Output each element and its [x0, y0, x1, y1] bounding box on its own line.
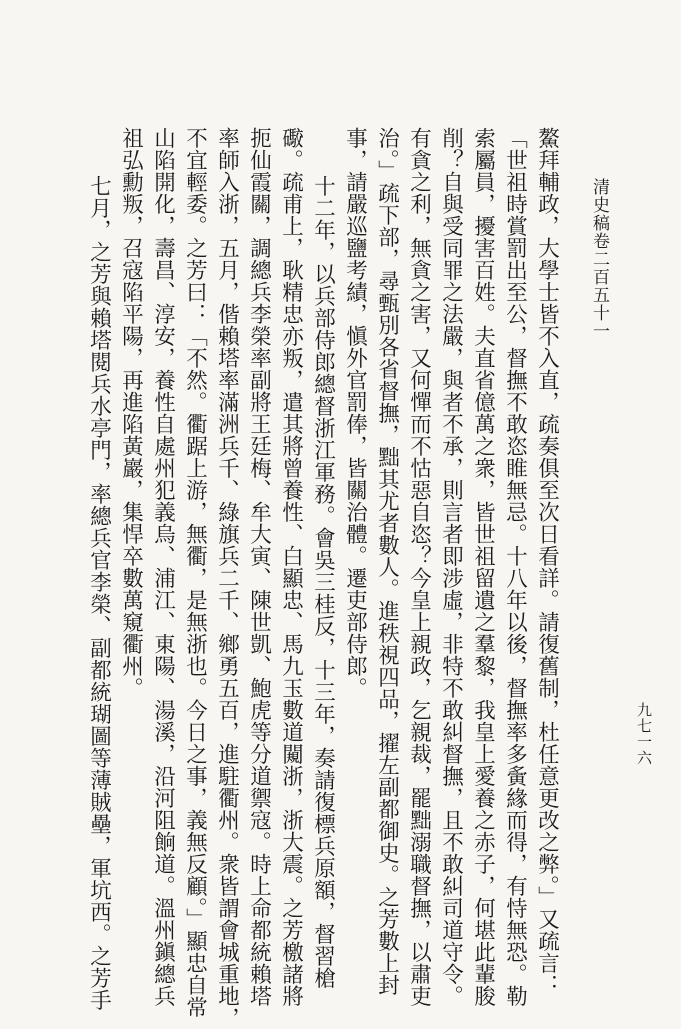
text-column: 事，請嚴巡鹽考績，愼外官罰俸，皆關治體。遷吏部侍郎。: [342, 127, 368, 699]
text-column: 不宜輕委。之芳曰：「不然。衢踞上游，無衢，是無浙也。今日之事，義無反顧。」顯忠自常: [182, 127, 208, 1019]
text-column: 有貪之利，無貪之害，又何憚而不怙惡自恣？今皇上親政，乞親裁，罷黜溺職督撫，以肅吏: [406, 127, 432, 1007]
text-column: 十二年，以兵部侍郎總督浙江軍務。會吳三桂反，十三年，奏請復標兵原額，督習槍: [310, 175, 336, 989]
text-column: 索屬員，擾害百姓。夫直省億萬之衆，皆世祖留遺之羣黎，我皇上愛養之赤子，何堪此輩朘: [470, 127, 496, 1007]
text-column: 削？自與受同罪之法嚴，與者不承，則言者即涉虛，非特不敢糾督撫，且不敢糾司道守令。: [438, 127, 464, 1007]
running-title: 清史稿卷二百五十一: [589, 178, 609, 340]
text-column: 祖弘勳叛，召寇陷平陽，再進陷黃巖，集悍卒數萬窺衢州。: [118, 127, 144, 699]
text-column: 山陷開化，壽昌、淳安，養性自處州犯義烏、浦江、東陽、湯溪，沿河阻餉道。溫州鎭總兵: [150, 127, 176, 1007]
text-column: 治。」疏下部，尋甄別各省督撫，黜其尤者數人。進秩視四品，擢左副都御史。之芳數上封: [374, 127, 400, 997]
text-column: 礮。疏甫上，耿精忠亦叛，遣其將曾養性、白顯忠、馬九玉數道闚浙，浙大震。之芳檄諸將: [278, 127, 304, 1007]
text-column: 鰲拜輔政，大學士皆不入直，疏奏俱至次日看詳。請復舊制，杜任意更改之弊。」又疏言：: [534, 127, 560, 997]
page-number: 九七一六: [635, 702, 653, 766]
text-column: 「世祖時賞罰出至公，督撫不敢恣睢無忌。十八年以後，督撫率多夤緣而得，有恃無恐。勒: [502, 127, 528, 1007]
text-column: 扼仙霞關，調總兵李榮率副將王廷梅、牟大寅、陳世凱、鮑虎等分道禦寇。時上命都統賴塔: [246, 127, 272, 1007]
text-column: 七月，之芳與賴塔閱兵水亭門，率總兵官李榮、副都統瑚圖等薄賊壘，軍坑西。之芳手: [86, 175, 112, 1011]
text-column: 率師入浙，五月，偕賴塔率滿洲兵千、綠旗兵二千、鄉勇五百，進駐衢州。衆皆謂會城重地，: [214, 127, 240, 1029]
